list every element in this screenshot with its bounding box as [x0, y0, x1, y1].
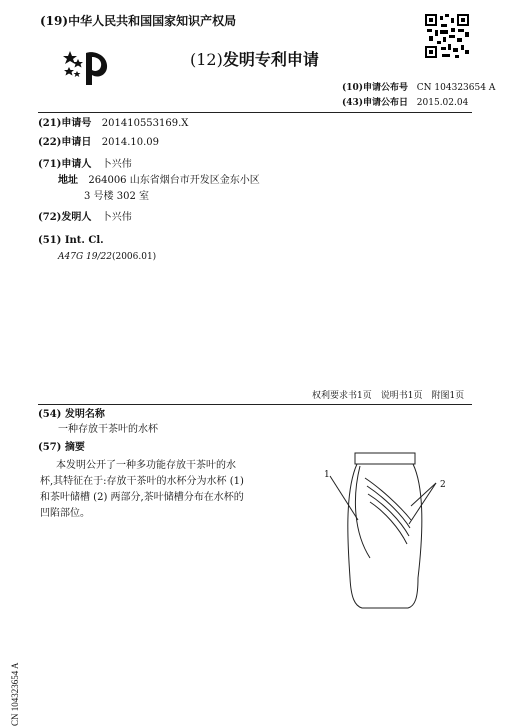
inventor-value: 卜兴伟	[101, 212, 132, 223]
figure-label-groove: 2	[440, 480, 446, 490]
pub-date-row	[342, 97, 468, 109]
pub-date-value: 2015.02.04	[416, 98, 469, 108]
leader-line-cup	[330, 476, 358, 520]
int-cl-row	[58, 251, 156, 263]
storage-groove-curve	[368, 494, 409, 536]
int-cl-label: (51) Int. Cl.	[38, 235, 104, 246]
inventor-row	[38, 211, 132, 224]
applicant-row	[38, 158, 132, 171]
cup-body	[348, 464, 418, 608]
summary-divider	[38, 404, 472, 405]
doc-type-line	[190, 50, 319, 70]
abstract-line-4: 凹陷部位。	[40, 508, 90, 519]
abstract-line-1: 本发明公开了一种多功能存放干茶叶的水	[56, 460, 236, 471]
figure-label-cup: 1	[324, 470, 330, 480]
application-number-value: 201410553169.X	[101, 118, 189, 129]
side-pub-number-box	[10, 646, 24, 726]
header-divider	[38, 112, 472, 113]
applicant-value: 卜兴伟	[101, 159, 132, 170]
pub-number-row	[342, 82, 495, 94]
storage-groove-curve	[367, 486, 410, 528]
application-number-label: (21)申请号	[38, 118, 92, 129]
address-line-2: 3 号楼 302 室	[84, 191, 149, 202]
pub-date-label: (43)申请公布日	[342, 98, 409, 108]
storage-groove-curve	[370, 502, 407, 544]
abstract-figure	[310, 448, 460, 618]
office-code: (19)	[40, 14, 69, 28]
address-line-1: 264006 山东省烟台市开发区金东小区	[88, 175, 260, 186]
applicant-label: (71)申请人	[38, 159, 92, 170]
int-cl-version: (2006.01)	[111, 252, 157, 262]
pages-summary: 权利要求书1页 说明书1页 附图1页	[312, 391, 465, 401]
application-date-row	[38, 136, 159, 149]
application-date-label: (22)申请日	[38, 137, 92, 148]
pub-number-value: CN 104323654 A	[416, 83, 496, 93]
storage-groove-curve	[365, 478, 411, 520]
qr-code	[425, 14, 469, 58]
doc-type-code: (12)	[190, 50, 223, 69]
invention-title: 一种存放干茶叶的水杯	[58, 424, 158, 435]
side-pub-number: CN 104323654 A	[10, 662, 20, 726]
invention-title-label: (54) 发明名称	[38, 409, 105, 420]
abstract-line-2: 杯,其特征在于:存放干茶叶的水杯分为水杯 (1)	[40, 476, 244, 487]
cnipa-logo	[60, 45, 120, 90]
cup-rim	[355, 453, 415, 464]
cup-right-side	[413, 464, 422, 578]
office-line	[40, 14, 236, 28]
pub-number-label: (10)申请公布号	[342, 83, 409, 93]
address-label: 地址	[58, 175, 78, 186]
int-cl-code: A47G 19/22	[58, 252, 112, 262]
office-name: 中华人民共和国国家知识产权局	[68, 14, 237, 28]
application-number-row	[38, 117, 188, 130]
doc-type-title: 发明专利申请	[222, 50, 319, 69]
abstract-label: (57) 摘要	[38, 442, 85, 453]
address-row	[58, 174, 260, 187]
inventor-label: (72)发明人	[38, 212, 92, 223]
abstract-line-3: 和茶叶储槽 (2) 两部分,茶叶储槽分布在水杯的	[40, 492, 244, 503]
application-date-value: 2014.10.09	[101, 137, 160, 148]
